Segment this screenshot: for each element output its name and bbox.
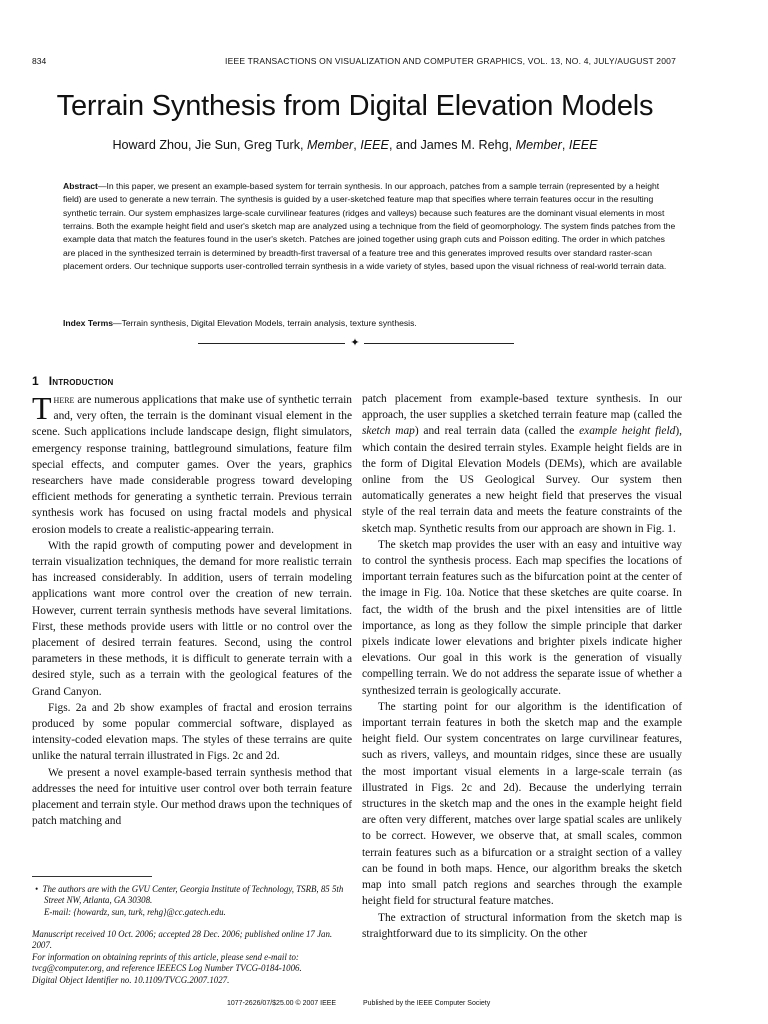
author-names: Howard Zhou, Jie Sun, Greg Turk, bbox=[112, 138, 308, 152]
journal-name: IEEE TRANSACTIONS ON VISUALIZATION AND COMPUTER GRAPHICS, VOL. 13, NO. 4, JULY/AUGUST 2007 bbox=[225, 56, 676, 66]
footnote-rule bbox=[32, 876, 152, 877]
index-terms-text: —Terrain synthesis, Digital Elevation Models, terrain analysis, texture synthesis. bbox=[113, 318, 417, 328]
footnote-affiliation bbox=[32, 884, 364, 918]
abstract-text: —In this paper, we present an example-based system for terrain synthesis. In our approach, patches from a sample terrain (represented by a height field) are used to generate a new terrain. The synthesis is guided by a user-sketched feature map that specifies where terrain features occur in the resulting synthetic terrain. Our system emphasizes large-scale curvilinear features (ridges and valleys) because such features are the dominant visual elements in most terrains. Both the example height field and user's sketch map are analyzed using a technique from the field of geomorphology. The system finds patches from the example data that match the features found in the user's sketch. Patches are joined together using graph cuts and Poisson editing. The order in which patches are placed in the synthesized terrain is determined by breadth-first traversal of a feature tree and this generates improved results over standard raster-scan placement orders. Our technique supports user-controlled terrain synthesis in a wide variety of styles, based upon the visual richness of real-world terrain data. bbox=[63, 181, 676, 272]
index-terms-label: Index Terms bbox=[63, 318, 113, 328]
section-title: Introduction bbox=[48, 374, 114, 388]
author-membership: Member bbox=[515, 138, 562, 152]
abstract bbox=[63, 180, 676, 273]
paragraph: The starting point for our algorithm is the identification of important terrain features in both the sketch map and the example height field. Our system concentrates on large curvilinear features, such as rivers, valleys, and mountain ridges, since these are usually the most important visual elements in a large-scale terrain (as illustrated in Figs. 2c and 2d). Because the underlying terrain structures in the sketch map and the ones in the example height field are often very different, matches over large spatial scales are unlikely to be correct. However, we observe that, at small scales, common terrain features such as a bifurcation or a straight section of a valley can be found in both maps. Hence, our algorithm breaks the sketch map into small patch regions and searches through the example height field for structural feature matches. bbox=[362, 700, 682, 908]
manuscript-text: Manuscript received 10 Oct. 2006; accepted 28 Dec. 2006; published online 17 Jan. 2007. bbox=[32, 929, 333, 951]
section-number: 1 bbox=[32, 374, 39, 388]
divider-rule-right bbox=[364, 343, 514, 344]
paragraph-text: ), which contain the desired terrain styles. Example height fields are in the form of Digital Elevation Models (DEMs), which are available online from the US Geological Survey. Our system then automatically generates a new height field that preserves the visual style of the real terrain data and meets the feature constraints of the sketch map. Synthetic results from our approach are shown in Fig. 1. bbox=[362, 425, 682, 535]
paper-title: Terrain Synthesis from Digital Elevation Models bbox=[56, 90, 654, 122]
paragraph: With the rapid growth of computing power and development in terrain visualization techniques, the demand for more realistic terrain has increased considerably. In addition, users of terrain modeling applications want more control over the creation of new terrain. However, current terrain synthesis methods have several limitations. First, these methods provide users with little or no control over the placement of desired terrain features. Second, using the control parameters in these methods, it is difficult to generate terrain with a desired style, such as a terrain with the geological features of the Grand Canyon. bbox=[32, 539, 352, 698]
author-society: IEEE bbox=[568, 138, 598, 152]
paragraph-text: are numerous applications that make use of synthetic terrain and, very often, the terrain is the dominant visual element in the scene. Such applications include landscape design, flight simulators, emergency response training, battleground simulations, feature film special effects, and computer games. Over the years, graphics researchers have made considerable progress toward developing efficient methods for generating a synthetic terrain. Previous terrain synthesis work has focused on using fractal models and physical erosion models to create a realistic-appearing terrain. bbox=[32, 394, 352, 536]
term-example-height-field: example height field bbox=[579, 425, 676, 438]
page-number: 834 bbox=[32, 56, 47, 66]
abstract-label: Abstract bbox=[63, 181, 98, 191]
paragraph-text: ) and real terrain data (called the bbox=[414, 425, 580, 438]
index-terms bbox=[63, 318, 676, 328]
right-column bbox=[362, 391, 682, 942]
paragraph-text: patch placement from example-based texture synthesis. In our approach, the user supplies a sketched terrain feature map (called the bbox=[362, 393, 682, 422]
term-sketch-map: sketch map bbox=[362, 425, 415, 438]
paragraph: We present a novel example-based terrain synthesis method that addresses the need for intuitive user control over both terrain feature placement and terrain style. Our method draws upon the techniques of patch matching and bbox=[32, 766, 352, 828]
email-text: E-mail: {howardz, sun, turk, rehg}@cc.gatech.edu. bbox=[44, 906, 226, 917]
affiliation-text: The authors are with the GVU Center, Georgia Institute of Technology, TSRB, 85 5th Street NW, Atlanta, GA 30308. bbox=[42, 884, 344, 906]
author-separator: , bbox=[353, 138, 361, 152]
footnote-bullet: • bbox=[35, 884, 39, 894]
divider-rule-left bbox=[198, 343, 345, 344]
first-word: here bbox=[53, 394, 75, 406]
author-names: , and James M. Rehg, bbox=[388, 138, 516, 152]
section-heading bbox=[32, 374, 114, 388]
left-column bbox=[32, 392, 352, 829]
running-header bbox=[32, 56, 676, 70]
paragraph: Figs. 2a and 2b show examples of fractal and erosion terrains produced by some popular commercial software, displayed as intensity-coded elevation maps. The styles of these terrains are quite unlike the natural terrain illustrated in Figs. 2c and 2d. bbox=[32, 701, 352, 763]
copyright-line: 1077-2626/07/$25.00 © 2007 IEEE bbox=[227, 1000, 337, 1007]
paragraph bbox=[32, 392, 352, 538]
author-society: IEEE bbox=[360, 138, 389, 152]
doi-text: Digital Object Identifier no. 10.1109/TVCG.2007.1027. bbox=[32, 974, 230, 985]
author-membership: Member bbox=[307, 138, 354, 152]
paragraph bbox=[362, 391, 682, 537]
author-separator: , bbox=[561, 138, 569, 152]
paragraph: The sketch map provides the user with an easy and intuitive way to control the synthesis process. Each map specifies the locations of important terrain features such as the bifurcation point at the center of the image in Fig. 10a. Notice that these sketches are quite coarse. In fact, the width of the brush and the pixel intensities are of little importance, as long as they follow the simple principle that darker pixels indicate lower elevations and brighter pixels indicate higher elevations. Our goal in this work is the generation of visually compelling terrain. We do not address the separate issue of whether a synthesized terrain is geologically accurate. bbox=[362, 538, 682, 697]
paragraph: The extraction of structural information from the sketch map is straightforward due to its simplicity. On the other bbox=[362, 911, 682, 940]
divider-diamond-icon: ✦ bbox=[350, 337, 360, 349]
footnote-publication bbox=[32, 929, 352, 986]
drop-cap: T bbox=[32, 390, 52, 426]
author-list bbox=[0, 138, 710, 152]
publisher-line: Published by the IEEE Computer Society bbox=[363, 1000, 491, 1007]
reprints-text: For information on obtaining reprints of this article, please send e-mail to: tvcg@computer.org, and reference IEEECS Log Number TVCG-0184-1006. bbox=[32, 951, 302, 974]
